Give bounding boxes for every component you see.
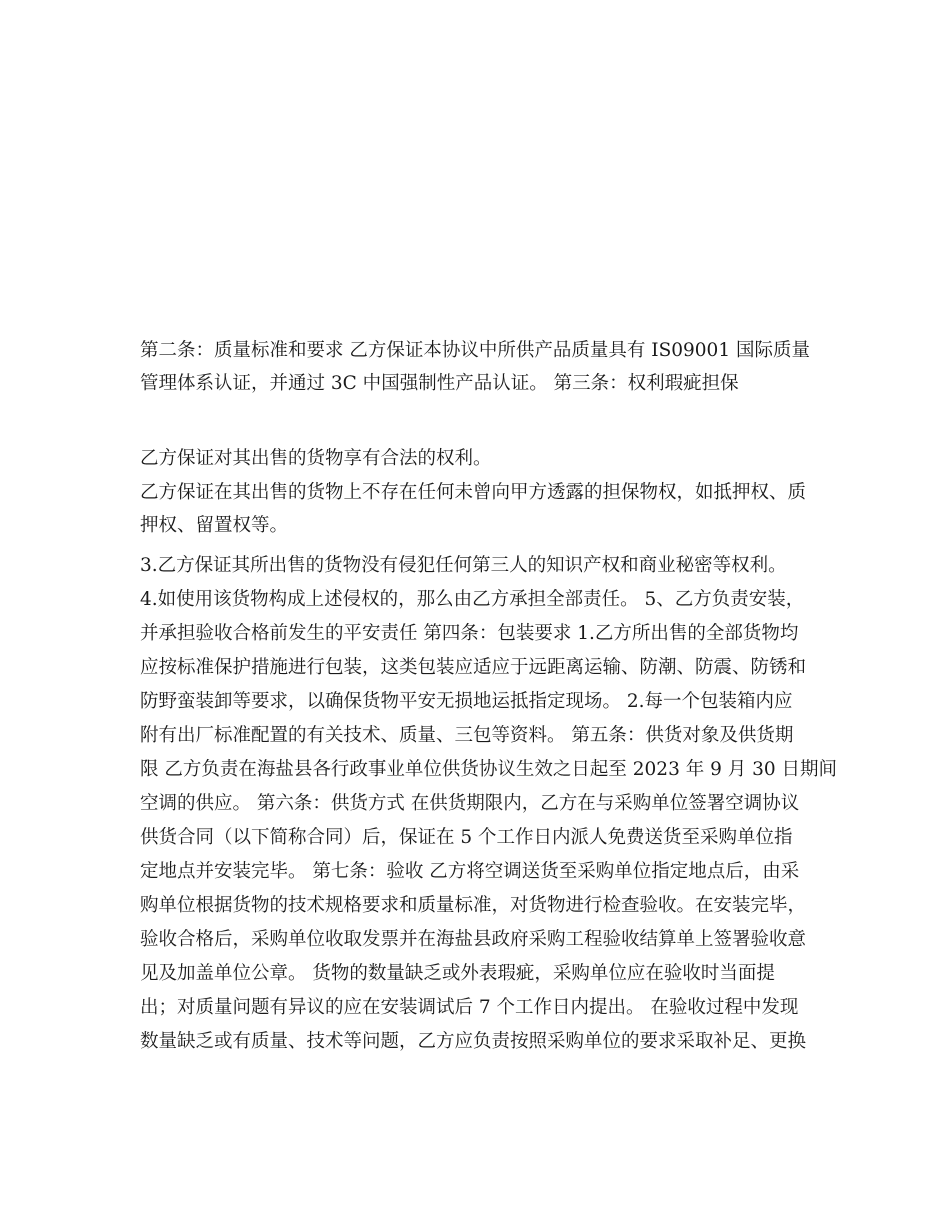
text-line: 防野蛮装卸等要求，以确保货物平安无损地运抵指定现场。 2.每一个包装箱内应 <box>140 691 793 712</box>
text-line: 4.如使用该货物构成上述侵权的，那么由乙方承担全部责任。 5、乙方负责安装， <box>140 589 805 610</box>
text-line: 应按标准保护措施进行包装，这类包装应适应于远距离运输、防潮、防震、防锈和 <box>140 657 807 678</box>
text-line: 并承担验收合格前发生的平安责任 第四条：包装要求 1.乙方所出售的全部货物均 <box>140 623 799 644</box>
text-line: 限 乙方负责在海盐县各行政事业单位供货协议生效之日起至 2023 年 9 月 30 日期间 <box>140 759 838 780</box>
text-line: 乙方保证在其出售的货物上不存在任何未曾向甲方透露的担保物权，如抵押权、质 <box>140 482 807 503</box>
text-line: 出；对质量问题有异议的应在安装调试后 7 个工作日内提出。 在验收过程中发现 <box>140 997 799 1018</box>
text-line: 验收合格后，采购单位收取发票并在海盐县政府采购工程验收结算单上签署验收意 <box>140 929 807 950</box>
text-line: 购单位根据货物的技术规格要求和质量标准，对货物进行检查验收。在安装完毕， <box>140 895 807 916</box>
text-line: 定地点并安装完毕。 第七条：验收 乙方将空调送货至采购单位指定地点后，由采 <box>140 861 800 882</box>
text-line: 乙方保证对其出售的货物享有合法的权利。 <box>140 448 492 469</box>
text-line: 空调的供应。 第六条：供货方式 在供货期限内，乙方在与采购单位签署空调协议 <box>140 793 800 814</box>
text-line: 押权、留置权等。 <box>140 515 289 536</box>
text-line: 第二条：质量标准和要求 乙方保证本协议中所供产品质量具有 IS09001 国际质量 <box>140 340 810 361</box>
text-line: 附有出厂标准配置的有关技术、质量、三包等资料。 第五条：供货对象及供货期 <box>140 725 794 746</box>
text-line: 3.乙方保证其所出售的货物没有侵犯任何第三人的知识产权和商业秘密等权利。 <box>140 555 787 576</box>
text-line: 见及加盖单位公章。 货物的数量缺乏或外表瑕疵，采购单位应在验收时当面提 <box>140 963 775 984</box>
text-line: 供货合同（以下简称合同）后，保证在 5 个工作日内派人免费送货至采购单位指 <box>140 827 793 848</box>
text-line: 数量缺乏或有质量、技术等问题，乙方应负责按照采购单位的要求采取补足、更换 <box>140 1031 807 1052</box>
text-line: 管理体系认证，并通过 3C 中国强制性产品认证。 第三条：权利瑕疵担保 <box>140 373 739 394</box>
